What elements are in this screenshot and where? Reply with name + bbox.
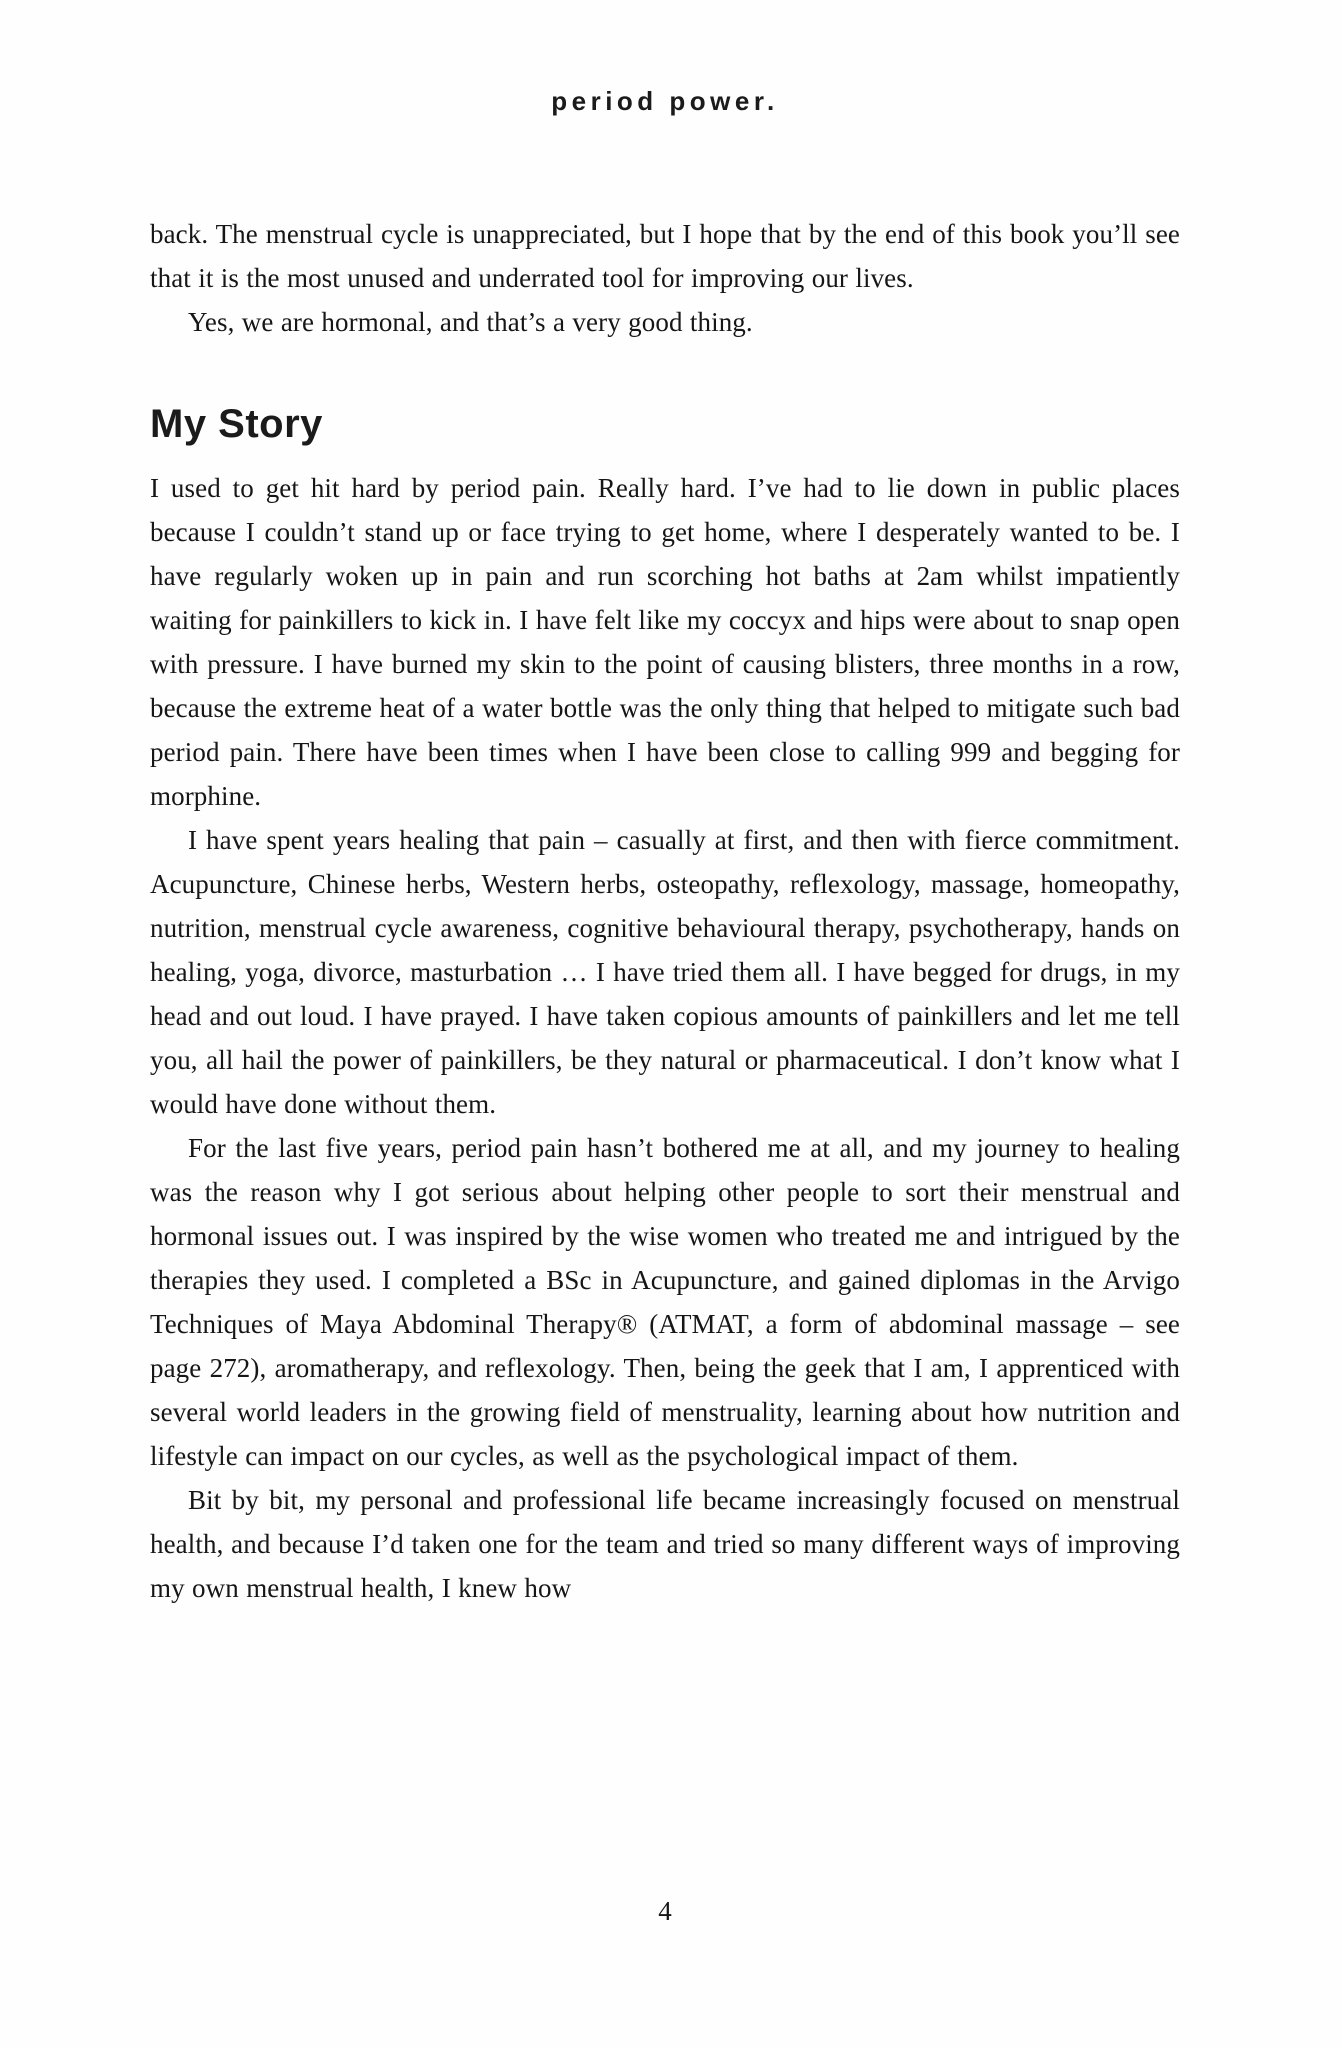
intro-paragraph: Yes, we are hormonal, and that’s a very good thing.	[188, 307, 753, 337]
page-number: 4	[658, 1896, 672, 1926]
story-paragraph: I used to get hit hard by period pain. Really hard. I’ve had to lie down in public places because I couldn’t stand up or face trying to get home, where I desperately wanted to be. I have regularly woken up in pain and run scorching hot baths at 2am whilst impatiently waiting for painkillers to kick in. I have felt like my coccyx and hips were about to snap open with pressure. I have burned my skin to the point of causing blisters, three months in a row, because the extreme heat of a water bottle was the only thing that helped to mitigate such bad period pain. There have been times when I have been close to calling 999 and begging for morphine.	[150, 473, 1180, 811]
story-paragraph: Bit by bit, my personal and professional life became increasingly focused on menstrual health, and because I’d taken one for the team and tried so many different ways of improving my own menstrual health, I knew how	[150, 1485, 1180, 1603]
page-footer	[150, 1896, 1180, 1927]
story-paragraph: I have spent years healing that pain – casually at first, and then with fierce commitment. Acupuncture, Chinese herbs, Western herbs, osteopathy, reflexology, massage, homeopathy, nutrition, menstrual cycle awareness, cognitive behavioural therapy, psychotherapy, hands on healing, yoga, divorce, masturbation … I have tried them all. I have begged for drugs, in my head and out loud. I have prayed. I have taken copious amounts of painkillers and let me tell you, all hail the power of painkillers, be they natural or pharmaceutical. I don’t know what I would have done without them.	[150, 825, 1180, 1119]
section-heading: My Story	[150, 402, 323, 446]
story-paragraph: For the last five years, period pain hasn’t bothered me at all, and my journey to healing was the reason why I got serious about helping other people to sort their menstrual and hormonal issues out. I was inspired by the wise women who treated me and intrigued by the therapies they used. I completed a BSc in Acupuncture, and gained diplomas in the Arvigo Techniques of Maya Abdominal Therapy® (ATMAT, a form of abdominal massage – see page 272), aromatherapy, and reflexology. Then, being the geek that I am, I apprenticed with several world leaders in the growing field of menstruality, learning about how nutrition and lifestyle can impact on our cycles, as well as the psychological impact of them.	[150, 1133, 1180, 1471]
text-column	[150, 0, 1180, 1610]
running-header: period power.	[551, 86, 779, 116]
intro-paragraph-continuation: back. The menstrual cycle is unappreciated, but I hope that by the end of this book you’ll see that it is the most unused and underrated tool for improving our lives.	[150, 219, 1180, 293]
